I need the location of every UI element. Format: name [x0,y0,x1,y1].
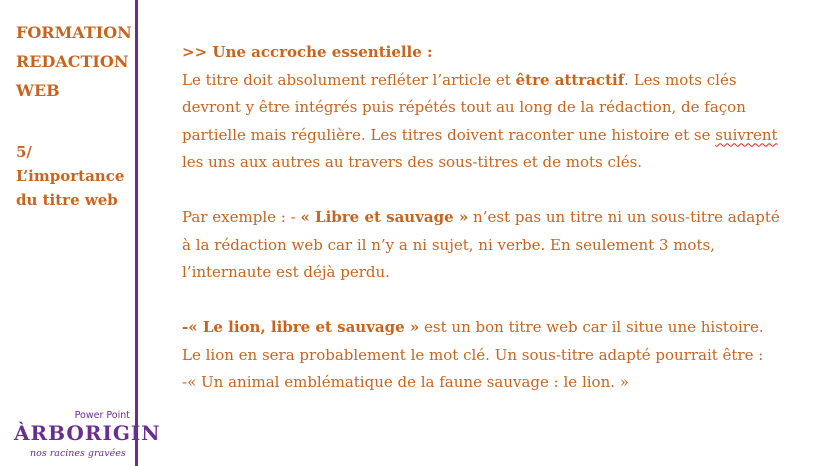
p1-text-c: les uns aux autres au travers des sous-titres et de mots clés. [182,153,643,171]
p2-bold: « Libre et sauvage » [300,208,469,226]
p2-text-b: n’est pas un titre ni un sous-titre adapté à la rédaction web car il n’y a ni sujet, ni verbe. En seulement 3 mots, l’internaute est déjà perdu. [182,208,780,281]
section-heading [16,140,134,212]
p1-text-a: Le titre doit absolument refléter l’article et [182,70,516,89]
logo-tagline: nos racines gravées [30,448,126,459]
section-number: 5/ [16,143,32,161]
spellcheck-word[interactable]: suivrent [715,125,778,144]
p3-bold: -« Le lion, libre et sauvage » [182,318,420,336]
p1-text-b: . Les mots clés devront y être intégrés puis répétés tout au long de la rédaction, de façon partielle mais régulière. Les titres doivent raconter une histoire et se [182,70,746,144]
course-title: FORMATION REDACTION WEB [16,23,132,100]
logo-brand: ÀRBORIGIN [14,421,161,445]
p3-text-b: est un bon titre web car il situe une histoire. Le lion en sera probablement le mot clé. Un sous-titre adapté pourrait être : -« Un animal emblématique de la faune sauvage : le lion. » [182,318,764,391]
paragraph-1 [182,39,782,177]
p1-bold: être attractif [515,70,625,89]
content-heading: >> Une accroche essentielle : [182,43,433,61]
paragraph-3 [182,314,782,397]
logo-powerpoint-text: Power Point [74,410,130,421]
arborigin-logo [12,410,161,462]
sidebar [0,0,161,466]
section-title: L’importance du titre web [16,167,125,209]
paragraph-2 [182,204,782,287]
p2-text-a: Par exemple : - [182,208,301,226]
slide-content [182,39,782,397]
